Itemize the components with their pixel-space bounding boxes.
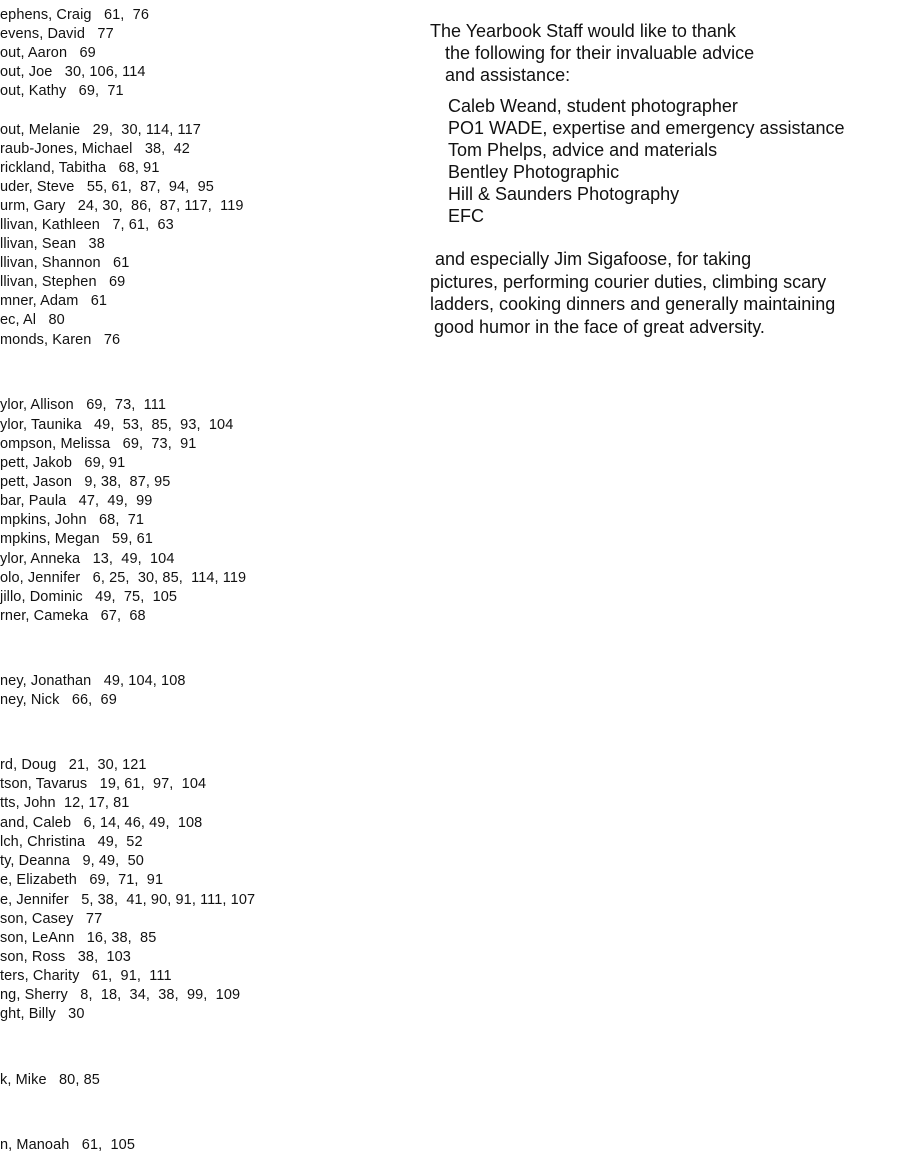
index-entry: llivan, Sean 38 [0, 236, 105, 252]
index-entry: ters, Charity 61, 91, 111 [0, 968, 172, 984]
intro-line: The Yearbook Staff would like to thank [430, 21, 736, 41]
acknowledgement-item: Tom Phelps, advice and materials [448, 140, 718, 160]
index-entry: out, Joe 30, 106, 114 [0, 64, 146, 80]
index-entry: urm, Gary 24, 30, 86, 87, 117, 119 [0, 198, 244, 214]
index-entry: ney, Nick 66, 69 [0, 692, 117, 708]
index-entry: and, Caleb 6, 14, 46, 49, 108 [0, 815, 203, 831]
index-entry: pett, Jakob 69, 91 [0, 455, 126, 471]
closing-line: ladders, cooking dinners and generally maintaining [430, 294, 836, 314]
closing-line: pictures, performing courier duties, climbing scary [430, 271, 827, 292]
acknowledgement-item: EFC [448, 206, 484, 226]
thanks-intro [430, 20, 890, 86]
index-entry: ompson, Melissa 69, 73, 91 [0, 436, 197, 452]
index-entry: son, LeAnn 16, 38, 85 [0, 930, 157, 946]
index-entry: ney, Jonathan 49, 104, 108 [0, 673, 186, 689]
index-entry: ght, Billy 30 [0, 1006, 85, 1022]
index-entry: llivan, Stephen 69 [0, 274, 126, 290]
closing-paragraph [430, 248, 890, 338]
closing-line: and especially Jim Sigafoose, for taking [435, 249, 752, 269]
index-entry: out, Aaron 69 [0, 45, 96, 61]
index-entry: mpkins, John 68, 71 [0, 512, 145, 528]
index-entry: olo, Jennifer 6, 25, 30, 85, 114, 119 [0, 570, 247, 586]
index-entry: son, Ross 38, 103 [0, 949, 131, 965]
index-entry: tts, John 12, 17, 81 [0, 795, 130, 811]
index-entry: lch, Christina 49, 52 [0, 834, 143, 850]
index-entry: out, Kathy 69, 71 [0, 83, 124, 99]
index-entry: llivan, Kathleen 7, 61, 63 [0, 217, 174, 233]
index-entry: ylor, Allison 69, 73, 111 [0, 397, 166, 413]
name-index-list [0, 0, 290, 1161]
index-entry: ty, Deanna 9, 49, 50 [0, 853, 144, 869]
index-entry: son, Casey 77 [0, 911, 103, 927]
index-entry: rner, Cameka 67, 68 [0, 608, 146, 624]
acknowledgements-section [430, 20, 890, 338]
index-entry: bar, Paula 47, 49, 99 [0, 493, 153, 509]
index-entry: jillo, Dominic 49, 75, 105 [0, 589, 178, 605]
intro-line: and assistance: [445, 65, 571, 85]
index-entry: monds, Karen 76 [0, 332, 121, 348]
index-entry: llivan, Shannon 61 [0, 255, 130, 271]
index-entry: raub-Jones, Michael 38, 42 [0, 141, 190, 157]
acknowledgement-list [430, 95, 890, 227]
index-entry: e, Jennifer 5, 38, 41, 90, 91, 111, 107 [0, 892, 256, 908]
index-entry: uder, Steve 55, 61, 87, 94, 95 [0, 179, 214, 195]
acknowledgement-item: PO1 WADE, expertise and emergency assistance [448, 118, 845, 138]
index-entry: ephens, Craig 61, 76 [0, 7, 150, 23]
index-entry: rickland, Tabitha 68, 91 [0, 160, 160, 176]
index-entry: mpkins, Megan 59, 61 [0, 531, 153, 547]
intro-line: the following for their invaluable advice [445, 43, 755, 63]
index-entry: mner, Adam 61 [0, 293, 108, 309]
index-entry: ng, Sherry 8, 18, 34, 38, 99, 109 [0, 987, 241, 1003]
index-entry: e, Elizabeth 69, 71, 91 [0, 872, 164, 888]
index-entry: k, Mike 80, 85 [0, 1072, 100, 1088]
acknowledgement-item: Hill & Saunders Photography [448, 184, 680, 204]
acknowledgement-item: Bentley Photographic [448, 162, 620, 182]
index-entry: ec, Al 80 [0, 312, 65, 328]
closing-line: good humor in the face of great adversity. [434, 316, 765, 337]
index-entry: n, Manoah 61, 105 [0, 1137, 136, 1153]
index-entry: tson, Tavarus 19, 61, 97, 104 [0, 776, 207, 792]
index-entry: ylor, Anneka 13, 49, 104 [0, 551, 175, 567]
index-entry: ylor, Taunika 49, 53, 85, 93, 104 [0, 417, 234, 433]
index-entry: evens, David 77 [0, 26, 114, 42]
index-entry: pett, Jason 9, 38, 87, 95 [0, 474, 171, 490]
acknowledgement-item: Caleb Weand, student photographer [448, 96, 738, 116]
index-entry: rd, Doug 21, 30, 121 [0, 757, 147, 773]
index-entry: out, Melanie 29, 30, 114, 117 [0, 122, 201, 138]
